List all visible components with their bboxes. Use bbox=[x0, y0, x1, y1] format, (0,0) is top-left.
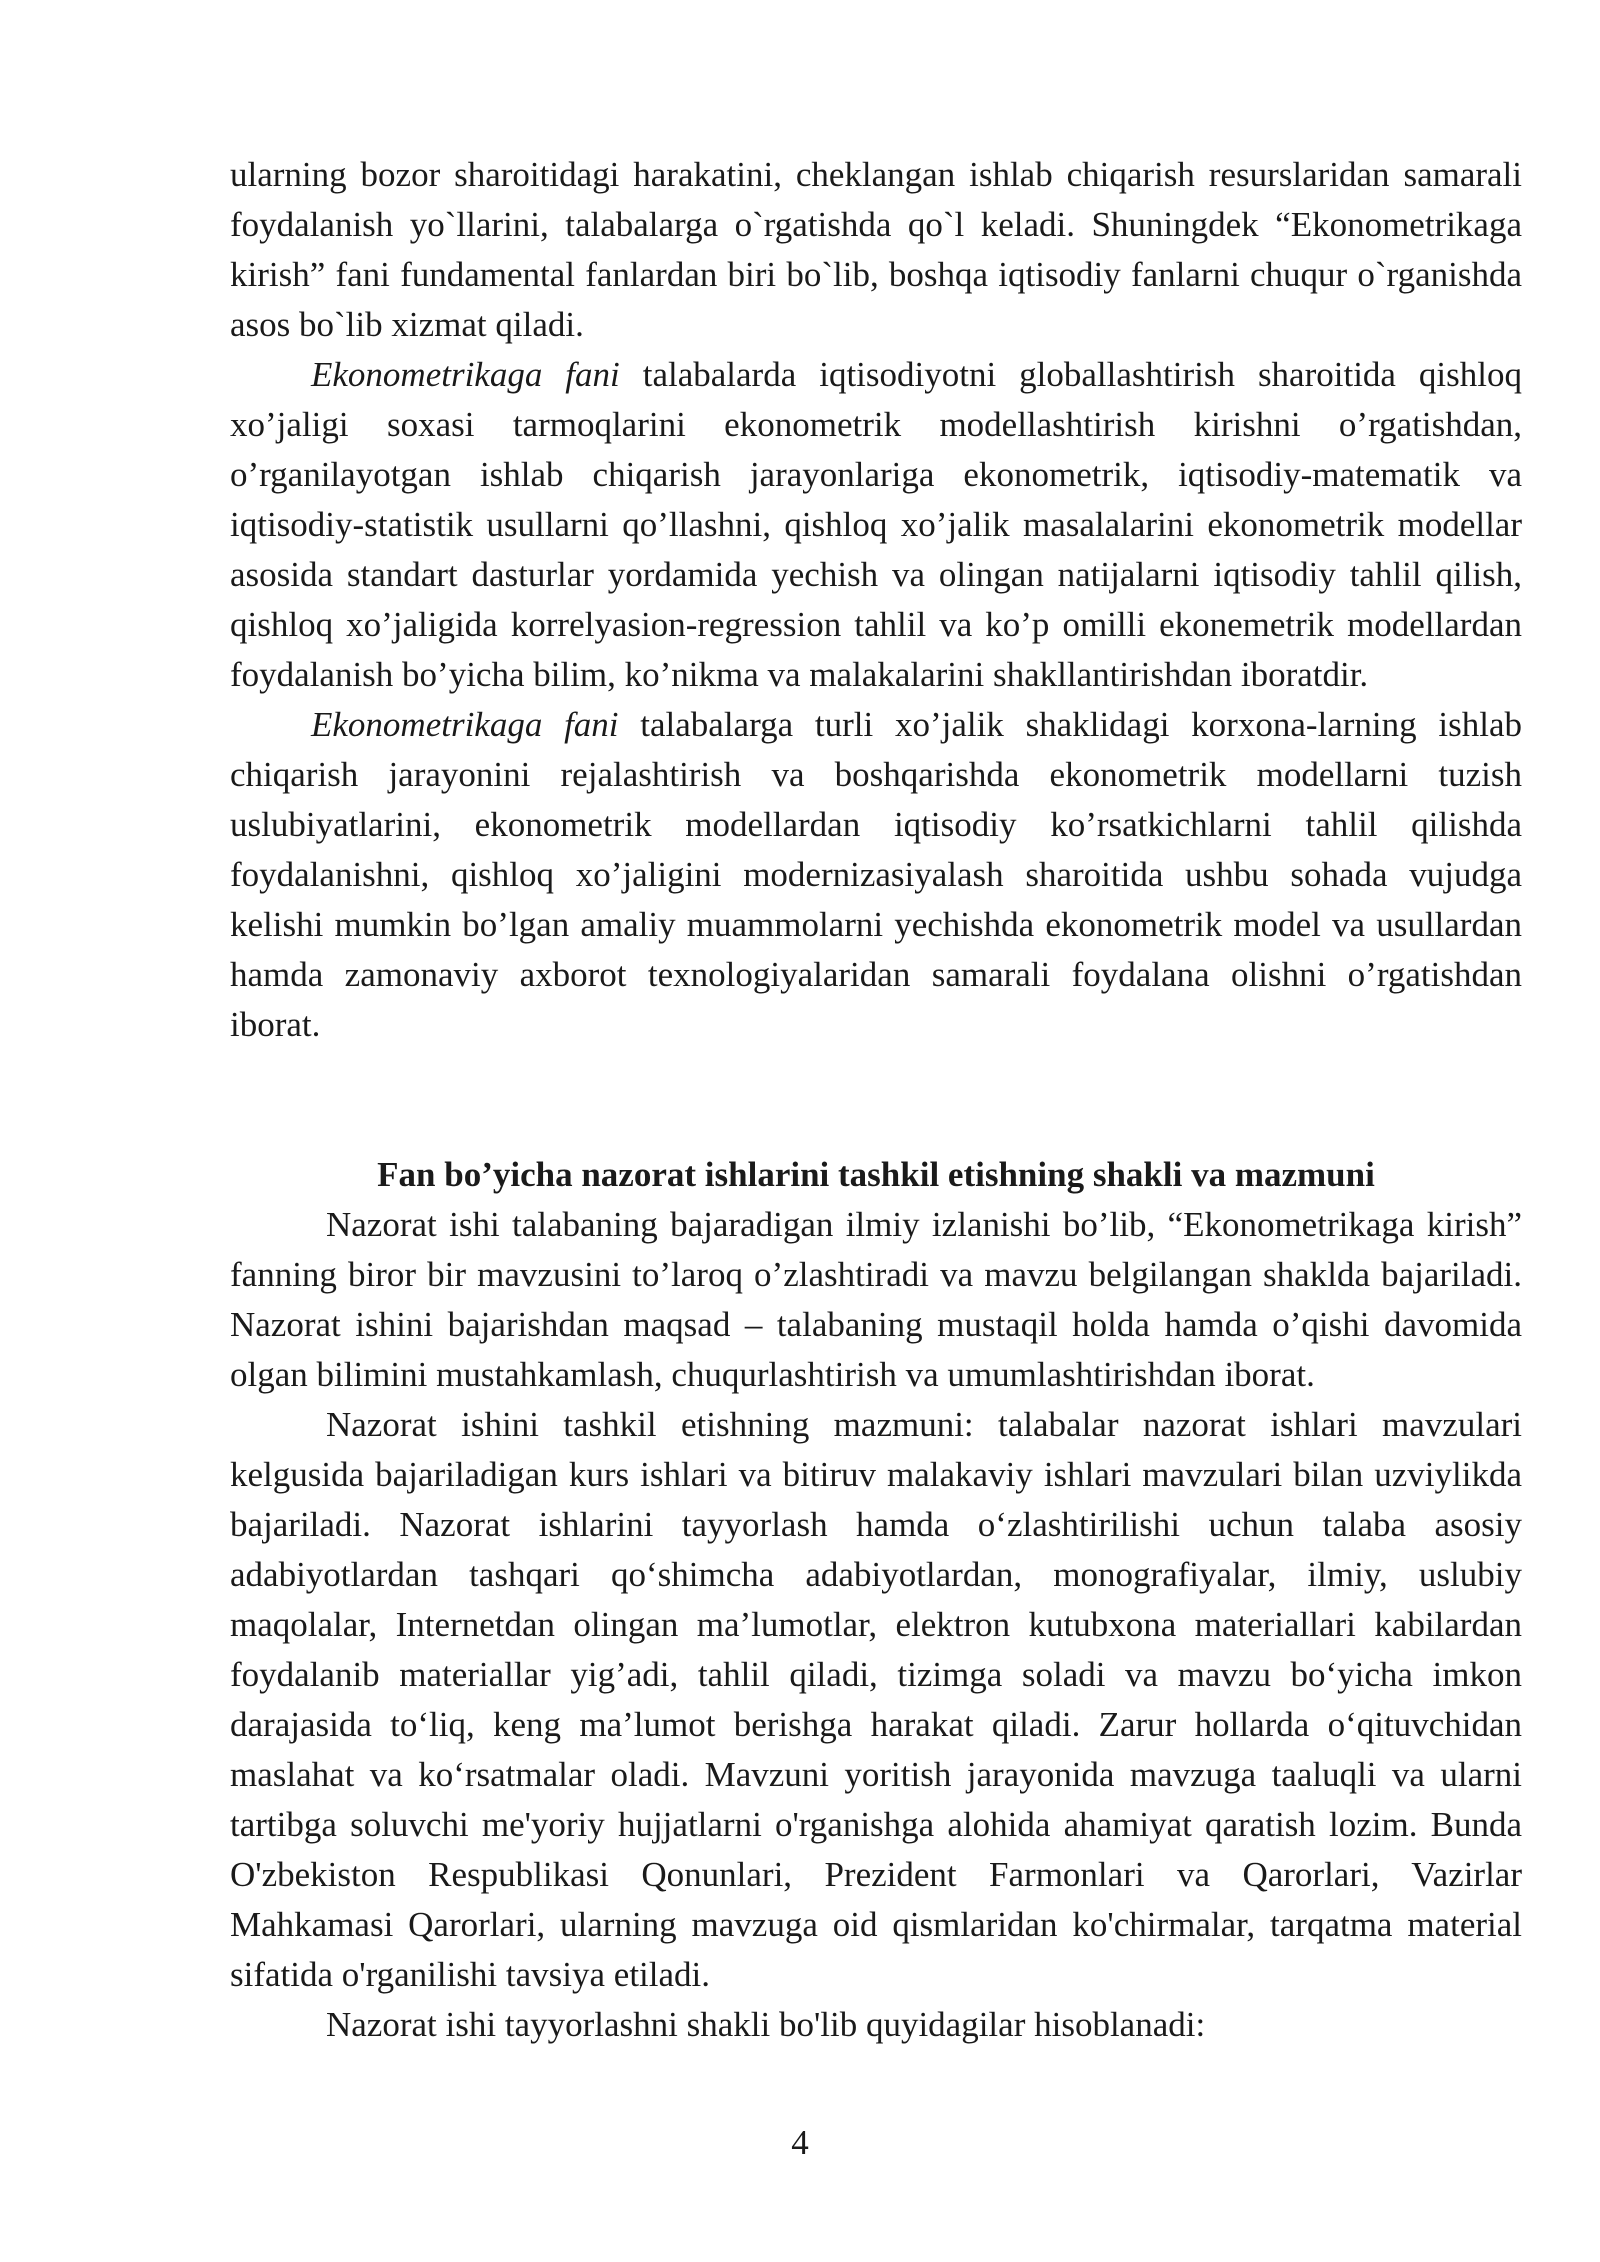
section-heading: Fan bo’yicha nazorat ishlarini tashkil etishning shakli va mazmuni bbox=[377, 1155, 1375, 1194]
discipline-name-italic: Ekonometrikaga fani bbox=[311, 355, 620, 394]
page-number: 4 bbox=[791, 2123, 809, 2162]
paragraph-discipline-tasks bbox=[230, 700, 1522, 1050]
paragraph-control-work-content: Nazorat ishini tashkil etishning mazmuni: talabalar nazorat ishlari mavzulari kelgusida bajariladigan kurs ishlari va bitiruv malakaviy ishlari mavzulari bilan uzviylikda bajariladi. Nazorat ishlarini tayyorlash hamda o‘zlashtirilishi uchun talaba asosiy adabiyotlardan tashqari qo‘shimcha adabiyotlardan, monografiyalar, ilmiy, uslubiy maqolalar, Internetdan olingan ma’lumotlar, elektron kutubxona materiallari kabilardan foydalanib materiallar yig’adi, tahlil qiladi, tizimga soladi va mavzu bo‘yicha imkon darajasida to‘liq, keng ma’lumot berishga harakat qiladi. Zarur hollarda o‘qituvchidan maslahat va ko‘rsatmalar oladi. Mavzuni yoritish jarayonida mavzuga taaluqli va ularni tartibga soluvchi me'yoriy hujjatlarni o'rganishga alohida ahamiyat qaratish lozim. Bunda O'zbekiston Respublikasi Qonunlari, Prezident Farmonlari va Qarorlari, Vazirlar Mahkamasi Qarorlari, ularning mavzuga oid qismlaridan ko'chirmalar, tarqatma material sifatida o'rganilishi tavsiya etiladi. bbox=[230, 1405, 1522, 1994]
discipline-name-italic: Ekonometrikaga fani bbox=[311, 705, 619, 744]
paragraph-control-work-definition: Nazorat ishi talabaning bajaradigan ilmiy izlanishi bo’lib, “Ekonometrikaga kirish” fanning biror bir mavzusini to’laroq o’zlashtiradi va mavzu belgilangan shaklda bajariladi. Nazorat ishini bajarishdan maqsad – talabaning mustaqil holda hamda o’qishi davomida olgan bilimini mustahkamlash, chuqurlashtirish va umumlashtirishdan iborat. bbox=[230, 1205, 1522, 1394]
paragraph-text: talabalarda iqtisodiyotni globallashtirish sharoitida qishloq xo’jaligi soxasi tarmoqlarini ekonometrik modellashtirish kirishni o’rgatishdan, o’rganilayotgan ishlab chiqarish jarayonlariga ekonometrik, iqtisodiy-matematik va iqtisodiy-statistik usullarni qo’llashni, qishloq xo’jalik masalalarini ekonometrik modellar asosida standart dasturlar yordamida yechish va olingan natijalarni iqtisodiy tahlil qilish, qishloq xo’jaligida korrelyasion-regression tahlil va ko’p omilli ekonemetrik modellardan foydalanish bo’yicha bilim, ko’nikma va malakalarini shakllantirishdan iboratdir. bbox=[230, 355, 1522, 694]
paragraph-discipline-goals bbox=[230, 350, 1522, 700]
paragraph-control-work-forms: Nazorat ishi tayyorlashni shakli bo'lib quyidagilar hisoblanadi: bbox=[326, 2005, 1206, 2044]
body-text-upper bbox=[230, 150, 1522, 1050]
paragraph-continuation: ularning bozor sharoitidagi harakatini, cheklangan ishlab chiqarish resurslaridan samarali foydalanish yo`llarini, talabalarga o`rgatishda qo`l keladi. Shuningdek “Ekonometrikaga kirish” fani fundamental fanlardan biri bo`lib, boshqa iqtisodiy fanlarni chuqur o`rganishda asos bo`lib xizmat qiladi. bbox=[230, 155, 1522, 344]
paragraph-text: talabalarga turli xo’jalik shaklidagi korxona-larning ishlab chiqarish jarayonini rejalashtirish va boshqarishda ekonometrik modellarni tuzish uslubiyatlarini, ekonometrik modellardan iqtisodiy ko’rsatkichlarni tahlil qilishda foydalanishni, qishloq xo’jaligini modernizasiyalash sharoitida ushbu sohada vujudga kelishi mumkin bo’lgan amaliy muammolarni yechishda ekonometrik model va usullardan hamda zamonaviy axborot texnologiyalaridan samarali foydalana olishni o’rgatishdan iborat. bbox=[230, 705, 1522, 1044]
body-text-lower bbox=[230, 1150, 1522, 2050]
